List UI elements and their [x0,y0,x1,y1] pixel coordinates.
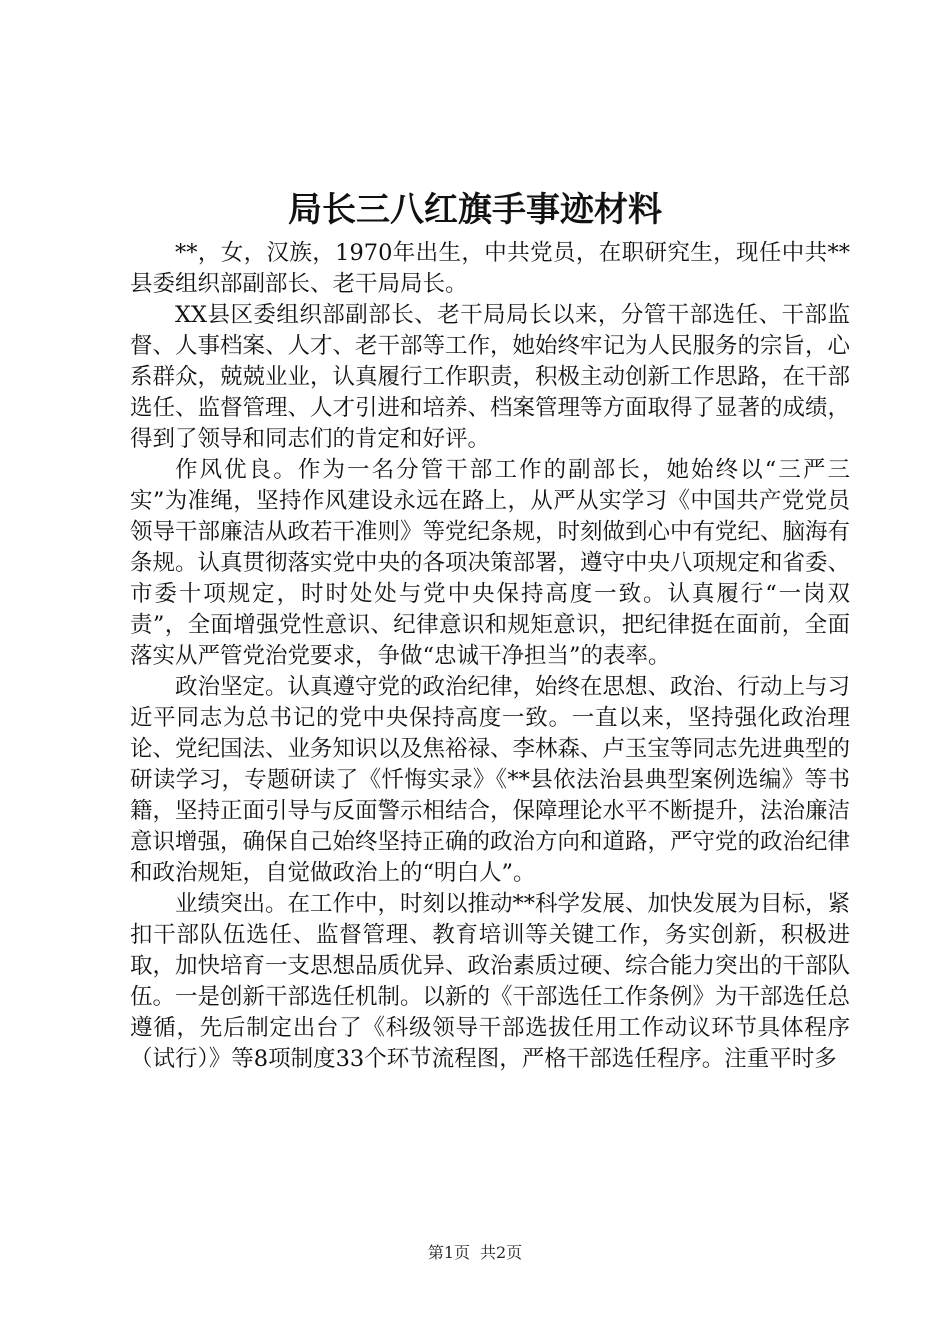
paragraph-intro: **，女，汉族，1970年出生，中共党员，在职研究生，现任中共**县委组织部副部长、老干局局长。 [130,240,850,297]
document-title: 局长三八红旗手事迹材料 [288,190,662,230]
paragraph-work-style: 作风优良。作为一名分管干部工作的副部长，她始终以“三严三实”为准绳，坚持作风建设永远在路上，从严从实学习《中国共产党党员领导干部廉洁从政若干准则》等党纪条规，时刻做到心中有党纪、脑海有条规。认真贯彻落实党中央的各项决策部署，遵守中央八项规定和省委、市委十项规定，时时处处与党中央保持高度一致。认真履行“一岗双责”，全面增强党性意识、纪律意识和规矩意识，把纪律挺在面前，全面落实从严管党治党要求，争做“忠诚干净担当”的表率。 [130,457,851,669]
page-footer [0,1243,950,1263]
paragraph-political: 政治坚定。认真遵守党的政治纪律，始终在思想、政治、行动上与习近平同志为总书记的党中央保持高度一致。一直以来，坚持强化政治理论、党纪国法、业务知识以及焦裕禄、李林森、卢玉宝等同志先进典型的研读学习，专题研读了《忏悔实录》《**县依法治县典型案例选编》等书籍，坚持正面引导与反面警示相结合，保障理论水平不断提升，法治廉洁意识增强，确保自己始终坚持正确的政治方向和道路，严守党的政治纪律和政治规矩，自觉做政治上的“明白人”。 [130,674,851,886]
paragraph-overview: XX县区委组织部副部长、老干局局长以来，分管干部选任、干部监督、人事档案、人才、老干部等工作，她始终牢记为人民服务的宗旨，心系群众，兢兢业业，认真履行工作职责，积极主动创新工作思路，在干部选任、监督管理、人才引进和培养、档案管理等方面取得了显著的成绩，得到了领导和同志们的肯定和好评。 [130,302,851,452]
paragraph-achievements: 业绩突出。在工作中，时刻以推动**科学发展、加快发展为目标，紧扣干部队伍选任、监督管理、教育培训等关键工作，务实创新，积极进取，加快培育一支思想品质优异、政治素质过硬、综合能力突出的干部队伍。一是创新干部选任机制。以新的《干部选任工作条例》为干部选任总遵循，先后制定出台了《科级领导干部选拔任用工作动议环节具体程序（试行）》等8项制度33个环节流程图，严格干部选任程序。注重平时多 [130,891,851,1072]
page-total: 共2页 [480,1243,523,1262]
page-number: 第1页 [427,1243,470,1262]
document-body [130,238,850,1075]
